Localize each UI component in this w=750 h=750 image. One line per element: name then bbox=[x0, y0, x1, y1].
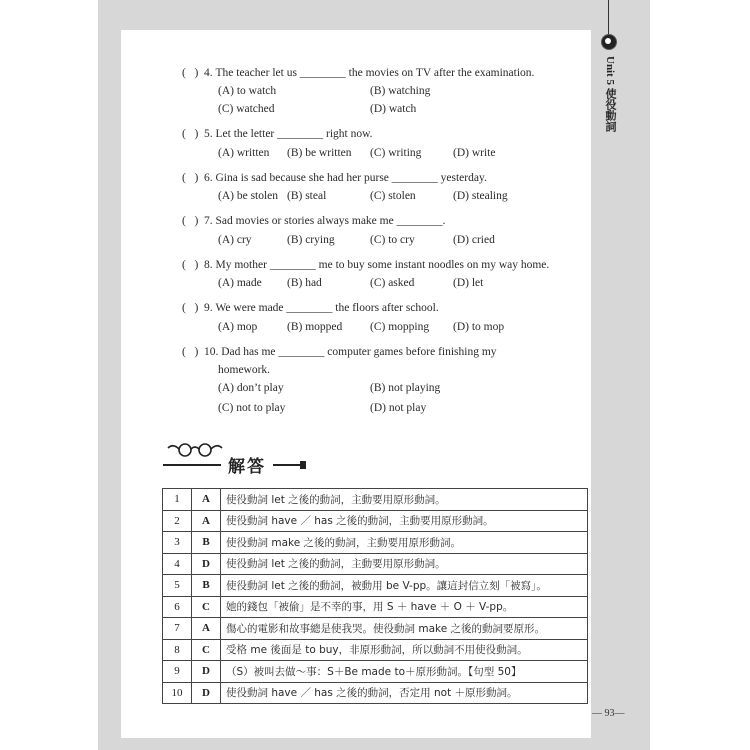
option: (B) mopped bbox=[287, 321, 343, 333]
question-10-continuation: homework. bbox=[218, 364, 271, 376]
option: (C) watched bbox=[218, 103, 275, 115]
question-9: ( ) 9. We were made ________ the floors after school. bbox=[182, 302, 439, 314]
option: (C) writing bbox=[370, 147, 422, 159]
option: (D) to mop bbox=[453, 321, 505, 333]
table-row: 10 D 使役動詞 have ／ has 之後的動詞，否定用 not ＋原形動詞。 bbox=[163, 682, 588, 704]
option: (A) mop bbox=[218, 321, 258, 333]
question-10: ( ) 10. Dad has me ________ computer games before finishing my bbox=[182, 346, 497, 358]
option: (B) steal bbox=[287, 190, 327, 202]
option: (D) not play bbox=[370, 402, 427, 414]
tab-hanger-line bbox=[608, 0, 609, 36]
option: (A) written bbox=[218, 147, 270, 159]
table-row: 8 C 受格 me 後面是 to buy，非原形動詞，所以動詞不用使役動詞。 bbox=[163, 639, 588, 661]
option: (A) made bbox=[218, 277, 262, 289]
option: (C) to cry bbox=[370, 234, 415, 246]
option: (B) not playing bbox=[370, 382, 441, 394]
heading-rule-end bbox=[300, 461, 306, 469]
option: (B) watching bbox=[370, 85, 431, 97]
table-row: 6 C 她的錢包「被偷」是不幸的事，用 S ＋ have ＋ O ＋ V-pp。 bbox=[163, 596, 588, 618]
tab-ring-icon bbox=[601, 34, 617, 50]
answer-table bbox=[162, 488, 588, 704]
answers-heading: 解答 bbox=[228, 457, 266, 477]
answer-blank-paren: ( ) bbox=[182, 172, 199, 184]
answer-blank-paren: ( ) bbox=[182, 259, 199, 271]
option: (B) had bbox=[287, 277, 322, 289]
answer-blank-paren: ( ) bbox=[182, 67, 199, 79]
option: (D) watch bbox=[370, 103, 417, 115]
question-4: ( ) 4. The teacher let us ________ the movies on TV after the examination. bbox=[182, 67, 535, 79]
option: (C) mopping bbox=[370, 321, 430, 333]
table-row: 9 D （S）被叫去做～事：S＋Be made to＋原形動詞。【句型 50】 bbox=[163, 661, 588, 683]
option: (A) don’t play bbox=[218, 382, 284, 394]
option: (D) cried bbox=[453, 234, 495, 246]
table-row: 5 B 使役動詞 let 之後的動詞，被動用 be V-pp。讓這封信立刻「被寫」。 bbox=[163, 575, 588, 597]
answer-blank-paren: ( ) bbox=[182, 346, 199, 358]
table-row: 4 D 使役動詞 let 之後的動詞，主動要用原形動詞。 bbox=[163, 553, 588, 575]
question-5: ( ) 5. Let the letter ________ right now. bbox=[182, 128, 373, 140]
option: (D) let bbox=[453, 277, 484, 289]
answer-blank-paren: ( ) bbox=[182, 302, 199, 314]
answer-blank-paren: ( ) bbox=[182, 215, 199, 227]
option: (C) not to play bbox=[218, 402, 286, 414]
option: (A) to watch bbox=[218, 85, 277, 97]
unit-tab-label: Unit 5 使役動詞 bbox=[604, 56, 616, 132]
option: (D) stealing bbox=[453, 190, 508, 202]
question-7: ( ) 7. Sad movies or stories always make me ________. bbox=[182, 215, 446, 227]
option: (B) crying bbox=[287, 234, 335, 246]
option: (A) be stolen bbox=[218, 190, 279, 202]
answer-blank-paren: ( ) bbox=[182, 128, 199, 140]
glasses-icon bbox=[168, 444, 222, 456]
table-row: 1 A 使役動詞 let 之後的動詞，主動要用原形動詞。 bbox=[163, 489, 588, 511]
option: (C) asked bbox=[370, 277, 415, 289]
option: (A) cry bbox=[218, 234, 252, 246]
option: (D) write bbox=[453, 147, 496, 159]
option: (B) be written bbox=[287, 147, 352, 159]
table-row: 3 B 使役動詞 make 之後的動詞，主動要用原形動詞。 bbox=[163, 532, 588, 554]
question-8: ( ) 8. My mother ________ me to buy some instant noodles on my way home. bbox=[182, 259, 550, 271]
option: (C) stolen bbox=[370, 190, 416, 202]
page-number: — 93— bbox=[592, 708, 625, 719]
table-row: 7 A 傷心的電影和故事總是使我哭。使役動詞 make 之後的動詞要原形。 bbox=[163, 618, 588, 640]
question-6: ( ) 6. Gina is sad because she had her purse ________ yesterday. bbox=[182, 172, 487, 184]
table-row: 2 A 使役動詞 have ／ has 之後的動詞，主動要用原形動詞。 bbox=[163, 510, 588, 532]
